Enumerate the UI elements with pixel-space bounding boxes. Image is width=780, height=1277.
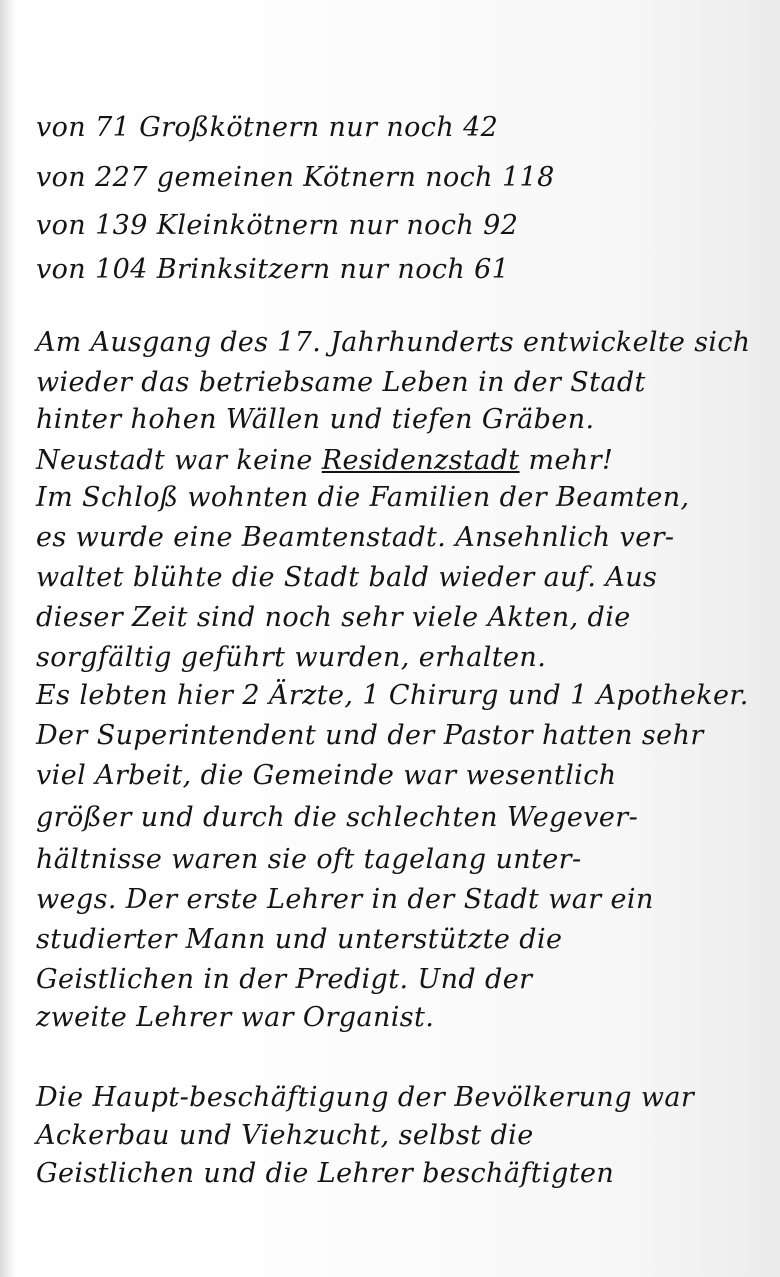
text-line: sorgfältig geführt wurden, erhalten.: [36, 642, 547, 673]
list-line-4: von 104 Brinksitzern nur noch 61: [36, 254, 510, 285]
text-fragment: mehr!: [519, 445, 614, 476]
underlined-word: Residenzstadt: [321, 445, 520, 476]
text-line: Geistlichen in der Predigt. Und der: [36, 964, 533, 995]
text-line: Geistlichen und die Lehrer beschäftigten: [36, 1158, 615, 1189]
list-line-3: von 139 Kleinkötnern nur noch 92: [36, 210, 519, 241]
text-line: hältnisse waren sie oft tagelang unter-: [36, 844, 582, 875]
list-line-2: von 227 gemeinen Kötnern noch 118: [36, 162, 555, 193]
page-binding-shadow: [0, 0, 16, 1277]
text-line: zweite Lehrer war Organist.: [36, 1002, 435, 1033]
text-line: wegs. Der erste Lehrer in der Stadt war ein: [36, 884, 654, 915]
text-line: wieder das betriebsame Leben in der Stadt: [36, 367, 646, 398]
list-line-1: von 71 Großkötnern nur noch 42: [36, 112, 499, 143]
text-line: Ackerbau und Viehzucht, selbst die: [36, 1120, 534, 1151]
text-line: [36, 445, 613, 476]
text-line: viel Arbeit, die Gemeinde war wesentlich: [36, 760, 617, 791]
text-line: Der Superintendent und der Pastor hatten sehr: [36, 720, 704, 751]
text-line: Am Ausgang des 17. Jahrhunderts entwickelte sich: [36, 327, 751, 358]
text-line: dieser Zeit sind noch sehr viele Akten, die: [36, 602, 631, 633]
text-line: hinter hohen Wällen und tiefen Gräben.: [36, 404, 595, 435]
text-fragment: Neustadt war keine: [36, 445, 322, 476]
text-line: größer und durch die schlechten Wegever-: [36, 802, 639, 833]
text-line: es wurde eine Beamtenstadt. Ansehnlich ver-: [36, 522, 675, 553]
text-line: Im Schloß wohnten die Familien der Beamten,: [36, 482, 690, 513]
text-line: waltet blühte die Stadt bald wieder auf. Aus: [36, 562, 658, 593]
text-line: Die Haupt-beschäftigung der Bevölkerung war: [36, 1082, 695, 1113]
text-line: studierter Mann und unterstützte die: [36, 924, 563, 955]
text-line: Es lebten hier 2 Ärzte, 1 Chirurg und 1 Apotheker.: [36, 680, 749, 711]
